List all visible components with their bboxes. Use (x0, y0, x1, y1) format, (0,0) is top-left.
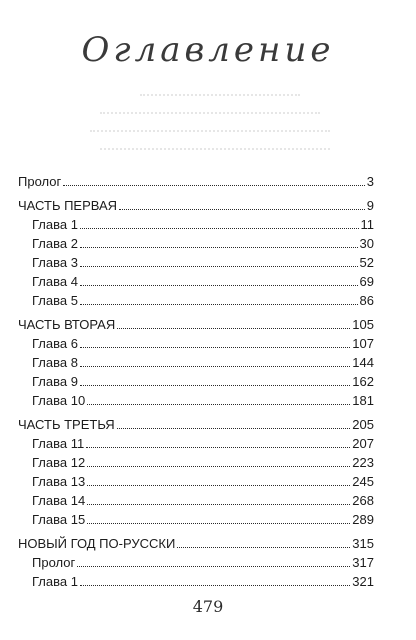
toc-chapter-row (18, 234, 374, 253)
toc-chapter-row (18, 553, 374, 572)
dot-leader (86, 447, 350, 448)
page-number: 479 (192, 597, 224, 616)
toc-page-number: 205 (352, 417, 374, 432)
bleed-through-line (90, 130, 330, 132)
toc-part-row (18, 534, 374, 553)
dot-leader (117, 428, 351, 429)
toc-chapter-row (18, 453, 374, 472)
toc-page-number: 11 (360, 217, 374, 232)
dot-leader (80, 228, 359, 229)
dot-leader (80, 266, 358, 267)
toc-chapter-row (18, 372, 374, 391)
toc-entry-label: Глава 6 (32, 336, 78, 351)
toc-page-number: 321 (352, 574, 374, 589)
toc-part-row (18, 415, 374, 434)
toc-chapter-row (18, 510, 374, 529)
toc-entry-label: Глава 4 (32, 274, 78, 289)
toc-chapter-row (18, 272, 374, 291)
toc-page-number: 30 (359, 236, 374, 251)
bleed-through-line (100, 148, 330, 150)
toc-page-number: 9 (366, 198, 374, 213)
toc-page-number: 69 (359, 274, 374, 289)
dot-leader (80, 247, 358, 248)
dot-leader (87, 466, 350, 467)
dot-leader (87, 504, 350, 505)
dot-leader (80, 385, 350, 386)
dot-leader (80, 285, 358, 286)
toc-entry-label: Глава 14 (32, 493, 86, 508)
toc-entry-label: Глава 9 (32, 374, 78, 389)
toc-entry-label: НОВЫЙ ГОД ПО-РУССКИ (18, 536, 176, 551)
toc-page-number: 105 (352, 317, 374, 332)
toc-entry-label: ЧАСТЬ ПЕРВАЯ (18, 198, 118, 213)
toc-entry-label: Глава 3 (32, 255, 78, 270)
toc-entry-label: Глава 13 (32, 474, 86, 489)
toc-entry-label: ЧАСТЬ ВТОРАЯ (18, 317, 116, 332)
dot-leader (177, 547, 350, 548)
page-title: Оглавление (81, 30, 335, 70)
toc-chapter-row (18, 572, 374, 591)
toc-page-number: 223 (352, 455, 374, 470)
toc-page-number: 107 (352, 336, 374, 351)
table-of-contents (18, 172, 374, 591)
toc-part-row (18, 315, 374, 334)
toc-entry-label: Глава 12 (32, 455, 86, 470)
toc-page-number: 245 (352, 474, 374, 489)
toc-entry-label: Пролог (32, 555, 76, 570)
toc-entry-label: Глава 2 (32, 236, 78, 251)
toc-chapter-row (18, 391, 374, 410)
dot-leader (80, 585, 350, 586)
toc-page-number: 162 (352, 374, 374, 389)
toc-entry-label: Глава 11 (32, 436, 85, 451)
toc-chapter-row (18, 291, 374, 310)
toc-page-number: 207 (352, 436, 374, 451)
toc-entry-label: Глава 10 (32, 393, 86, 408)
toc-page-number: 268 (352, 493, 374, 508)
toc-chapter-row (18, 353, 374, 372)
toc-page-number: 86 (359, 293, 374, 308)
toc-page-number: 3 (366, 174, 374, 189)
dot-leader (63, 185, 365, 186)
dot-leader (77, 566, 350, 567)
toc-entry-label: Глава 8 (32, 355, 78, 370)
dot-leader (80, 366, 350, 367)
dot-leader (87, 404, 350, 405)
toc-chapter-row (18, 491, 374, 510)
toc-page-number: 315 (352, 536, 374, 551)
toc-chapter-row (18, 334, 374, 353)
toc-chapter-row (18, 215, 374, 234)
toc-entry-label: ЧАСТЬ ТРЕТЬЯ (18, 417, 115, 432)
toc-page-number: 181 (352, 393, 374, 408)
dot-leader (87, 485, 350, 486)
toc-part-row (18, 172, 374, 191)
dot-leader (80, 347, 350, 348)
toc-page-number: 52 (359, 255, 374, 270)
dot-leader (87, 523, 350, 524)
toc-entry-label: Пролог (18, 174, 62, 189)
toc-entry-label: Глава 5 (32, 293, 78, 308)
toc-chapter-row (18, 472, 374, 491)
toc-page-number: 144 (352, 355, 374, 370)
toc-entry-label: Глава 1 (32, 574, 78, 589)
toc-entry-label: Глава 1 (32, 217, 78, 232)
toc-entry-label: Глава 15 (32, 512, 86, 527)
dot-leader (119, 209, 365, 210)
toc-chapter-row (18, 253, 374, 272)
toc-page-number: 317 (352, 555, 374, 570)
bleed-through-line (140, 94, 300, 96)
bleed-through-line (100, 112, 320, 114)
toc-chapter-row (18, 434, 374, 453)
dot-leader (80, 304, 358, 305)
toc-page-number: 289 (352, 512, 374, 527)
dot-leader (117, 328, 350, 329)
toc-part-row (18, 196, 374, 215)
